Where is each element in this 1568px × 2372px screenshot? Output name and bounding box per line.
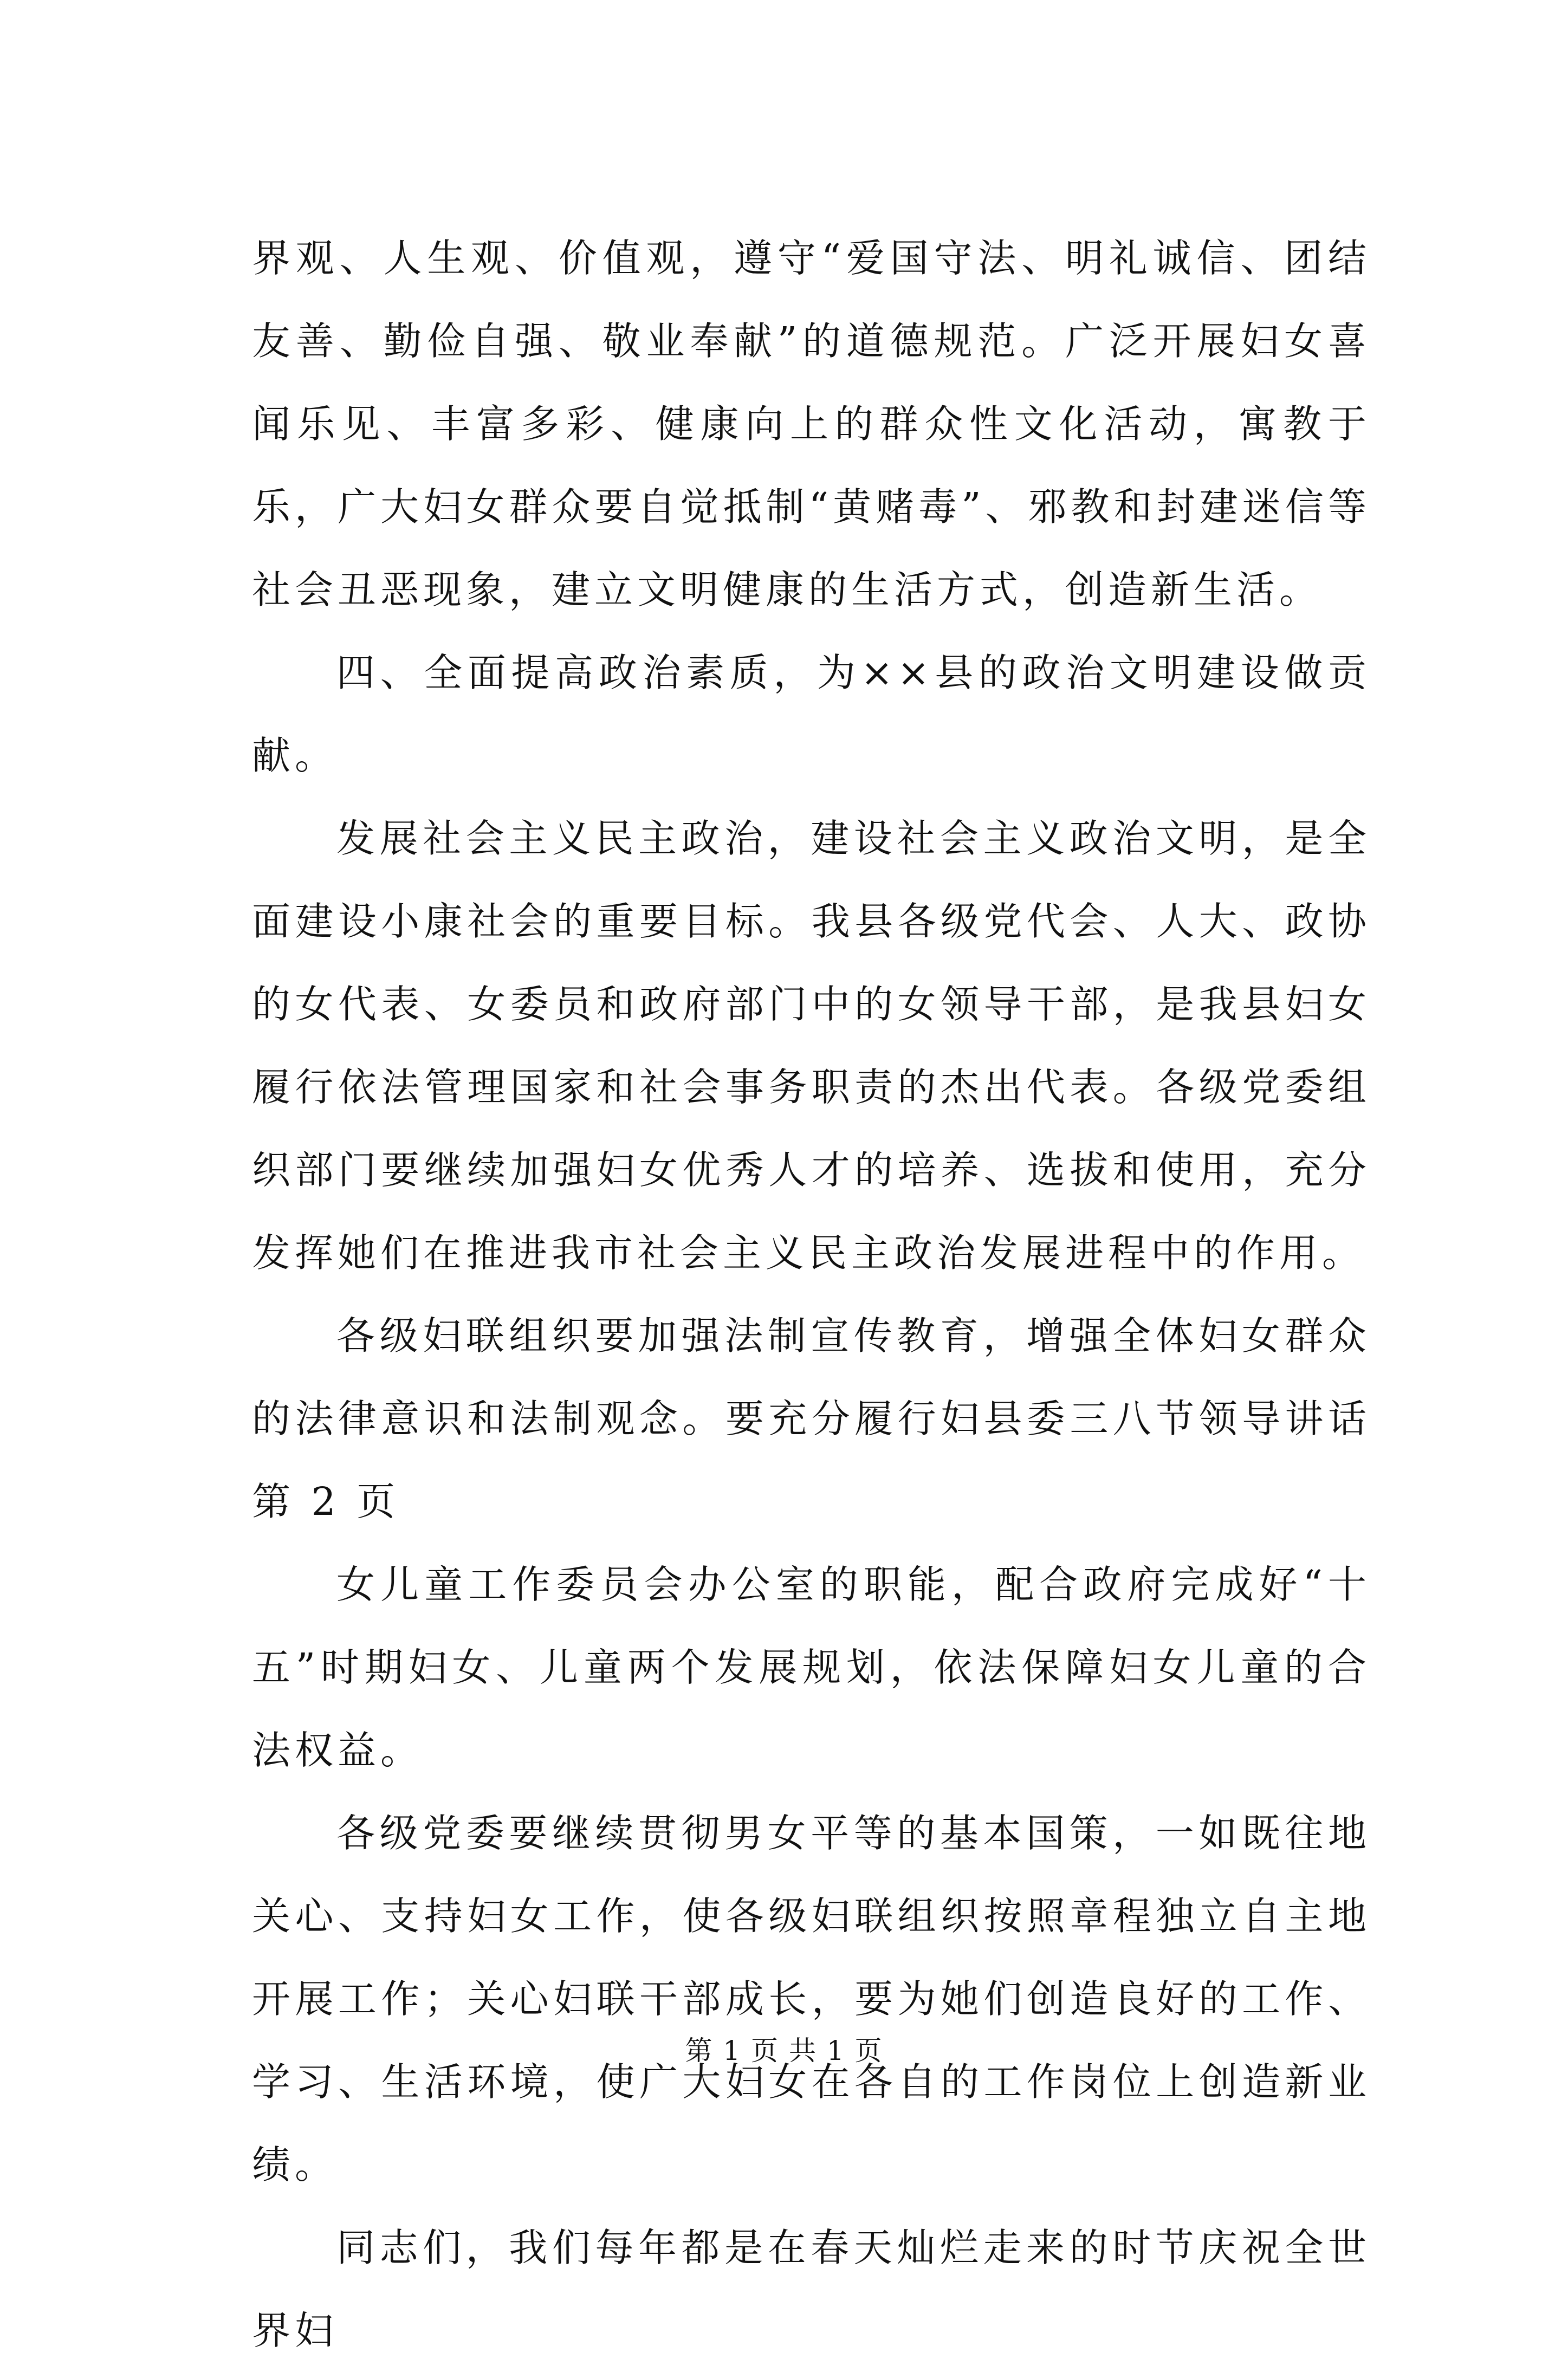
paragraph-continuation: 界观、人生观、价值观，遵守“爱国守法、明礼诚信、团结友善、勤俭自强、敬业奉献”的道德规范。广泛开展妇女喜闻乐见、丰富多彩、健康向上的群众性文化活动，寓教于乐，广大妇女群众要自觉抵制“黄赌毒”、邪教和封建迷信等社会丑恶现象，建立文明健康的生活方式，创造新生活。 — [252, 236, 1371, 612]
paragraph: 同志们，我们每年都是在春天灿烂走来的时节庆祝全世界妇 — [252, 2225, 1371, 2353]
paragraph: 各级党委要继续贯彻男女平等的基本国策，一如既往地关心、支持妇女工作，使各级妇联组织按照章程独立自主地开展工作；关心妇联干部成长，要为她们创造良好的工作、学习、生活环境，使广大妇女在各自的工作岗位上创造新业绩。 — [252, 1811, 1371, 2187]
paragraph: 各级妇联组织要加强法制宣传教育，增强全体妇女群众的法律意识和法制观念。要充分履行妇县委三八节领导讲话第 2 页 — [252, 1313, 1371, 1524]
page-footer: 第 1 页 共 1 页 — [685, 2035, 883, 2066]
section-heading: 四、全面提高政治素质，为××县的政治文明建设做贡献。 — [252, 650, 1371, 778]
paragraph: 女儿童工作委员会办公室的职能，配合政府完成好“十五”时期妇女、儿童两个发展规划，依法保障妇女儿童的合法权益。 — [252, 1562, 1371, 1773]
paragraph: 发展社会主义民主政治，建设社会主义政治文明，是全面建设小康社会的重要目标。我县各级党代会、人大、政协的女代表、女委员和政府部门中的女领导干部，是我县妇女履行依法管理国家和社会事务职责的杰出代表。各级党委组织部门要继续加强妇女优秀人才的培养、选拔和使用，充分发挥她们在推进我市社会主义民主政治发展进程中的作用。 — [252, 816, 1371, 1275]
